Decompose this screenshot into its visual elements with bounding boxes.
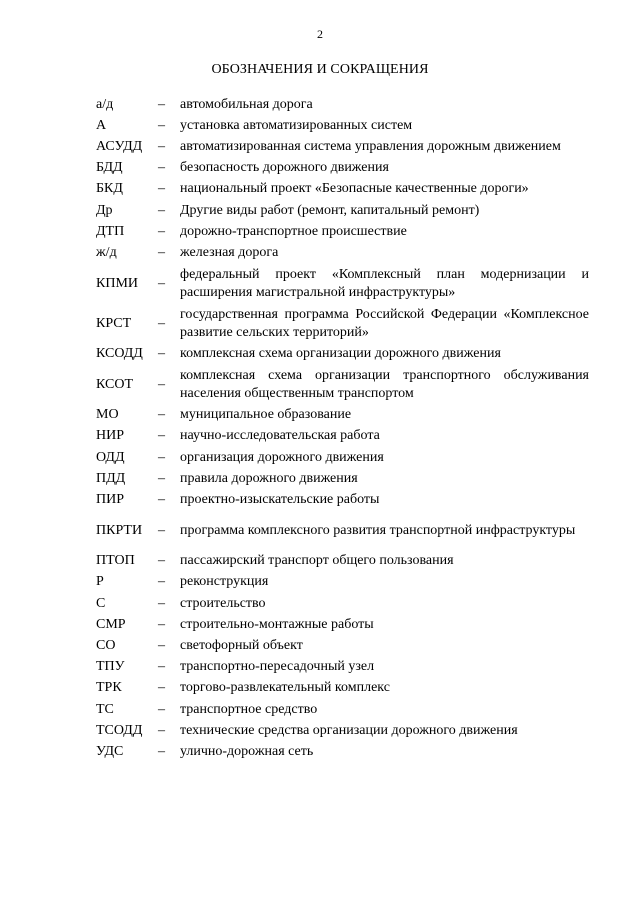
dash-separator: – (158, 492, 165, 508)
abbreviation-term: БКД (96, 181, 123, 197)
abbreviation-definition: государственная программа Российской Федерации «Комплексное развитие сельских территорий» (180, 306, 589, 340)
abbreviation-term: Р (96, 574, 104, 590)
abbreviation-definition: светофорный объект (180, 637, 303, 653)
abbreviation-term: ПИР (96, 492, 125, 508)
abbreviation-row (96, 304, 589, 344)
dash-separator: – (158, 315, 165, 331)
abbreviation-term: БДД (96, 160, 123, 176)
abbreviation-list (96, 94, 589, 763)
abbreviation-definition: пассажирский транспорт общего пользования (180, 553, 454, 569)
abbreviation-definition: комплексная схема организации транспортного обслуживания населения общественным транспортом (180, 367, 589, 401)
dash-separator: – (158, 595, 165, 611)
abbreviation-term: А (96, 117, 107, 133)
abbreviation-term: ПКРТИ (96, 522, 143, 538)
abbreviation-row (96, 720, 589, 741)
abbreviation-term: ОДД (96, 449, 125, 465)
dash-separator: – (158, 275, 165, 291)
abbreviation-row (96, 657, 589, 678)
abbreviation-row (96, 489, 589, 510)
abbreviation-definition: автоматизированная система управления дорожным движением (180, 138, 561, 154)
dash-separator: – (158, 701, 165, 717)
abbreviation-row (96, 635, 589, 656)
abbreviation-row (96, 551, 589, 572)
page-title: ОБОЗНАЧЕНИЯ И СОКРАЩЕНИЯ (211, 62, 429, 77)
abbreviation-row (96, 94, 589, 115)
dash-separator: – (158, 138, 165, 154)
abbreviation-definition: установка автоматизированных систем (180, 117, 413, 133)
abbreviation-row (96, 365, 589, 405)
abbreviation-row (96, 158, 589, 179)
dash-separator: – (158, 428, 165, 444)
dash-separator: – (158, 449, 165, 465)
abbreviation-definition: комплексная схема организации дорожного движения (180, 346, 501, 362)
abbreviation-term: КРСТ (96, 315, 132, 331)
abbreviation-definition: технические средства организации дорожного движения (180, 722, 518, 738)
abbreviation-row (96, 179, 589, 200)
abbreviation-definition: безопасность дорожного движения (180, 160, 389, 176)
abbreviation-term: Др (96, 202, 113, 218)
abbreviation-term: ТСОДД (96, 722, 143, 738)
abbreviation-term: СМР (96, 616, 126, 632)
abbreviation-row (96, 593, 589, 614)
abbreviation-definition: научно-исследовательская работа (180, 428, 380, 444)
abbreviation-term: ТПУ (96, 659, 125, 675)
abbreviation-term: КПМИ (96, 275, 139, 291)
abbreviation-definition: транспортно-пересадочный узел (180, 659, 375, 675)
dash-separator: – (158, 553, 165, 569)
abbreviation-term: ж/д (96, 244, 117, 260)
abbreviation-term: С (96, 595, 106, 611)
dash-separator: – (158, 202, 165, 218)
dash-separator: – (158, 181, 165, 197)
abbreviation-term: УДС (96, 743, 124, 759)
dash-separator: – (158, 522, 165, 538)
abbreviation-row (96, 447, 589, 468)
abbreviation-definition: проектно-изыскательские работы (180, 492, 380, 508)
abbreviation-term: НИР (96, 428, 125, 444)
dash-separator: – (158, 743, 165, 759)
abbreviation-definition: дорожно-транспортное происшествие (180, 223, 407, 239)
abbreviation-row (96, 741, 589, 762)
abbreviation-definition: организация дорожного движения (180, 449, 384, 465)
abbreviation-row (96, 614, 589, 635)
dash-separator: – (158, 574, 165, 590)
dash-separator: – (158, 160, 165, 176)
abbreviation-row (96, 115, 589, 136)
abbreviation-row (96, 511, 589, 551)
abbreviation-definition: программа комплексного развития транспортной инфраструктуры (180, 522, 576, 538)
page-number: 2 (317, 27, 323, 41)
abbreviation-row (96, 264, 589, 304)
abbreviation-row (96, 200, 589, 221)
abbreviation-term: СО (96, 637, 116, 653)
dash-separator: – (158, 117, 165, 133)
abbreviation-row (96, 572, 589, 593)
abbreviation-term: ТРК (96, 680, 122, 696)
abbreviation-term: КСОДД (96, 346, 143, 362)
dash-separator: – (158, 346, 165, 362)
abbreviation-definition: реконструкция (180, 574, 269, 590)
dash-separator: – (158, 244, 165, 260)
dash-separator: – (158, 96, 165, 112)
abbreviation-row (96, 405, 589, 426)
dash-separator: – (158, 659, 165, 675)
abbreviation-term: ПДД (96, 470, 126, 486)
abbreviation-term: ТС (96, 701, 114, 717)
abbreviation-definition: национальный проект «Безопасные качественные дороги» (180, 181, 529, 197)
abbreviation-term: АСУДД (96, 138, 143, 154)
abbreviation-term: ПТОП (96, 553, 135, 569)
abbreviation-definition: строительно-монтажные работы (180, 616, 374, 632)
abbreviation-term: ДТП (96, 223, 125, 239)
dash-separator: – (158, 470, 165, 486)
dash-separator: – (158, 616, 165, 632)
dash-separator: – (158, 722, 165, 738)
abbreviation-definition: железная дорога (180, 244, 279, 260)
dash-separator: – (158, 680, 165, 696)
dash-separator: – (158, 407, 165, 423)
abbreviation-definition: транспортное средство (180, 701, 318, 717)
abbreviation-row (96, 426, 589, 447)
abbreviation-definition: строительство (180, 595, 266, 611)
dash-separator: – (158, 223, 165, 239)
abbreviation-definition: автомобильная дорога (180, 96, 313, 112)
abbreviation-row (96, 699, 589, 720)
abbreviation-row (96, 242, 589, 263)
abbreviation-definition: Другие виды работ (ремонт, капитальный ремонт) (180, 202, 480, 218)
abbreviation-row (96, 136, 589, 157)
abbreviation-definition: федеральный проект «Комплексный план модернизации и расширения магистральной инфраструктуры» (180, 266, 589, 300)
dash-separator: – (158, 376, 165, 392)
abbreviation-definition: муниципальное образование (180, 407, 352, 423)
abbreviation-definition: улично-дорожная сеть (180, 743, 314, 759)
abbreviation-term: КСОТ (96, 376, 133, 392)
dash-separator: – (158, 637, 165, 653)
abbreviation-term: МО (96, 407, 119, 423)
abbreviation-row (96, 221, 589, 242)
abbreviation-row (96, 344, 589, 365)
abbreviation-definition: торгово-развлекательный комплекс (180, 680, 390, 696)
abbreviation-definition: правила дорожного движения (180, 470, 358, 486)
abbreviation-term: а/д (96, 96, 114, 112)
abbreviation-row (96, 678, 589, 699)
abbreviation-row (96, 468, 589, 489)
